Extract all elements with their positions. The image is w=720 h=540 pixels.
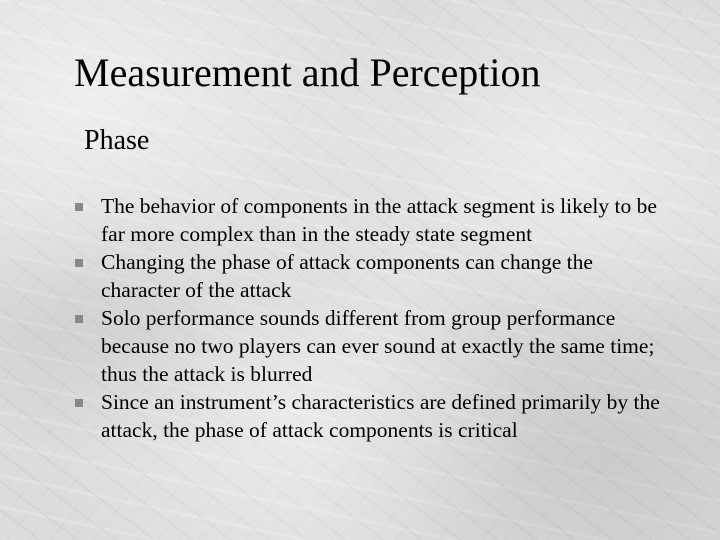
bullet-text: Since an instrument’s characteristics are defined primarily by the attack, the phase of attack components is critical bbox=[101, 390, 660, 442]
bullet-list bbox=[74, 192, 674, 444]
square-bullet-icon bbox=[75, 315, 83, 323]
slide-subtitle: Phase bbox=[84, 125, 150, 156]
square-bullet-icon bbox=[75, 259, 83, 267]
square-bullet-icon bbox=[75, 203, 83, 211]
bullet-item bbox=[74, 388, 674, 444]
bullet-text: Solo performance sounds different from group performance because no two players can ever sound at exactly the same time; thus the attack is blurred bbox=[101, 306, 655, 386]
square-bullet-icon bbox=[75, 399, 83, 407]
bullet-text: The behavior of components in the attack segment is likely to be far more complex than in the steady state segment bbox=[101, 194, 657, 246]
bullet-text: Changing the phase of attack components can change the character of the attack bbox=[101, 250, 593, 302]
bullet-item bbox=[74, 304, 674, 388]
slide-title: Measurement and Perception bbox=[74, 50, 541, 95]
bullet-item bbox=[74, 248, 674, 304]
bullet-item bbox=[74, 192, 674, 248]
